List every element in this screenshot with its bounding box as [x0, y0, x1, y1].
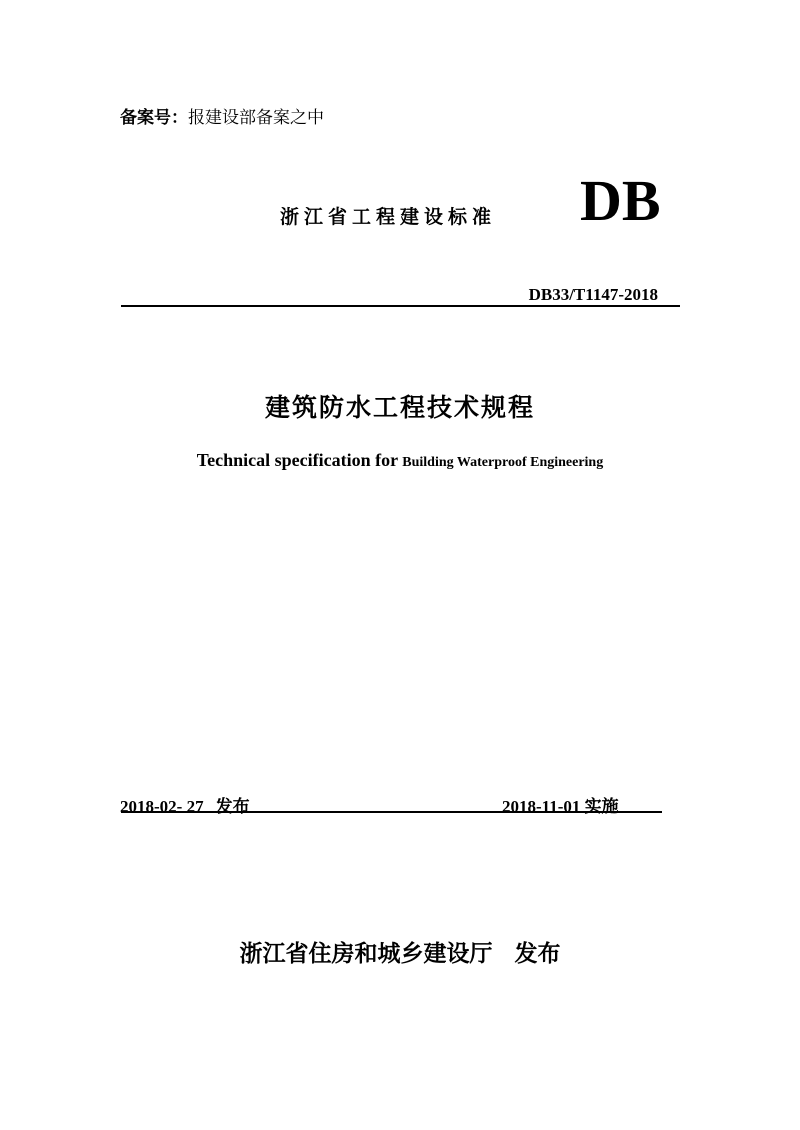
standard-category: 浙江省工程建设标准 — [280, 206, 497, 228]
title-english — [0, 450, 800, 471]
effective-date-line — [502, 792, 619, 817]
title-english-part2: Building Waterproof Engineering — [402, 455, 604, 470]
record-number-line — [120, 106, 324, 130]
publisher-action: 发布 — [514, 940, 561, 967]
title-english-part1: Technical specification for — [196, 450, 403, 470]
effective-label: 实施 — [584, 797, 619, 817]
header-rule — [121, 305, 680, 307]
publisher-line — [0, 935, 800, 968]
effective-date: 2018-11-01 — [502, 797, 581, 816]
record-number-label: 备案号： — [120, 108, 188, 128]
record-number-value: 报建设部备案之中 — [188, 108, 324, 128]
release-label: 发布 — [215, 797, 250, 817]
release-date-line — [120, 792, 250, 817]
title-chinese: 建筑防水工程技术规程 — [264, 393, 535, 422]
release-date: 2018-02- 27 — [120, 797, 204, 816]
publisher-name: 浙江省住房和城乡建设厅 — [239, 940, 493, 967]
db-mark: DB — [580, 168, 661, 233]
dates-rule — [121, 811, 662, 813]
standard-number: DB33/T1147-2018 — [528, 285, 658, 304]
